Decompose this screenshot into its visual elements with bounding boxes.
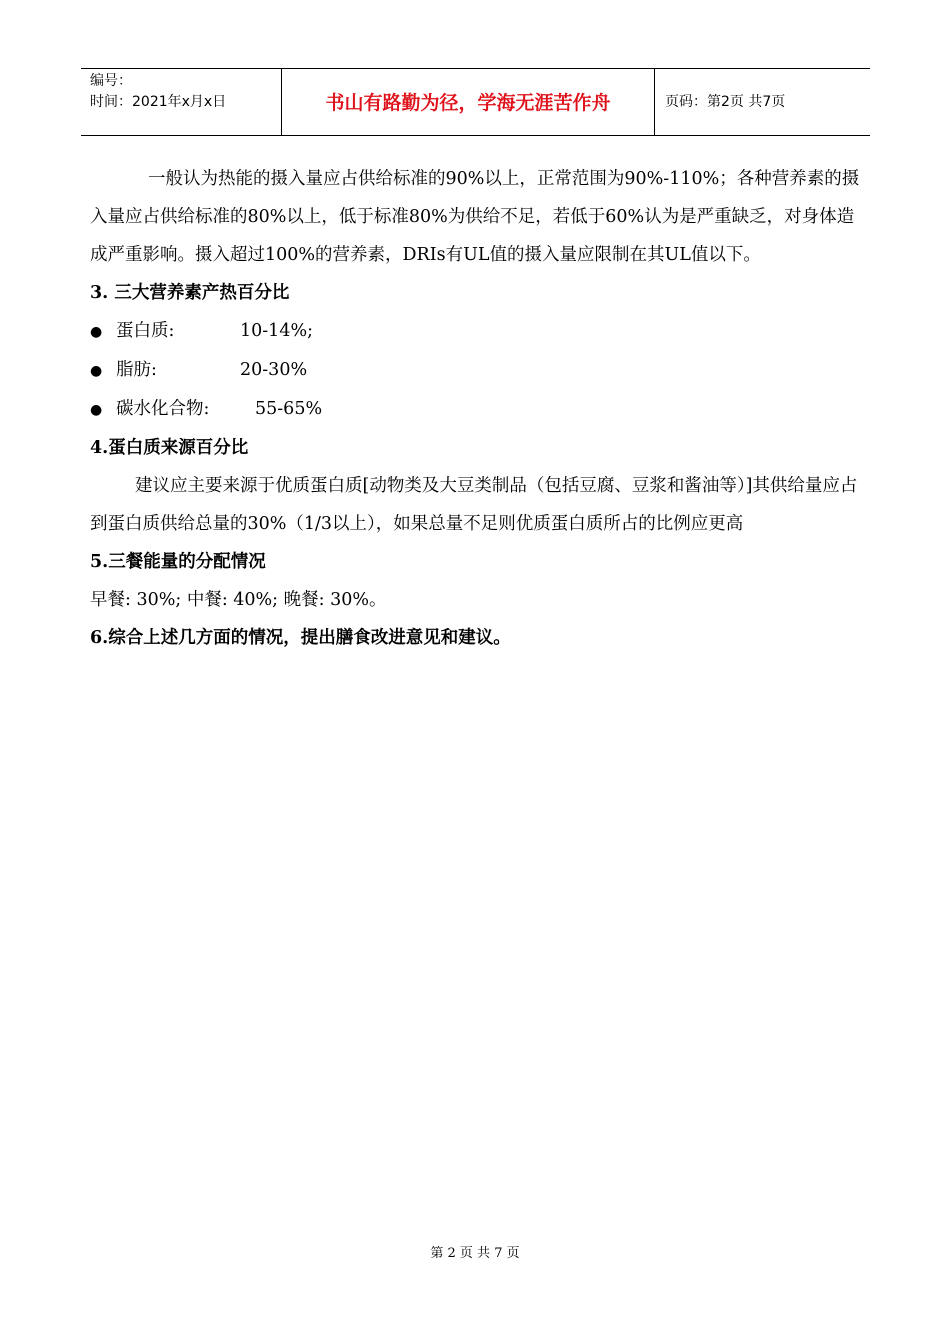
section-4-paragraph xyxy=(90,467,865,543)
intro-paragraph xyxy=(90,160,865,274)
item-label: 碳水化合物: xyxy=(116,399,210,419)
section-6-heading: 6.综合上述几方面的情况，提出膳食改进意见和建议。 xyxy=(90,628,511,648)
header-page-code: 页码：第2页 共7页 xyxy=(665,94,786,110)
bullet-icon: ● xyxy=(90,402,103,418)
intro-paragraph-text: 一般认为热能的摄入量应占供给标准的90%以上，正常范围为90%-110%；各种营养素的摄入量应占供给标准的80%以上，低于标准80%为供给不足，若低于60%认为是严重缺乏，对身体造成严重影响。摄入超过100%的营养素，DRIs有UL值的摄入量应限制在其UL值以下。 xyxy=(90,169,860,265)
section-3-heading: 3. 三大营养素产热百分比 xyxy=(90,283,290,303)
header-motto: 书山有路勤为径，学海无涯苦作舟 xyxy=(325,92,611,114)
section-5-heading: 5.三餐能量的分配情况 xyxy=(90,552,266,572)
list-item xyxy=(90,351,865,390)
page-footer: 第 2 页 共 7 页 xyxy=(430,1246,520,1261)
item-value: 20-30% xyxy=(240,360,308,380)
meal-distribution-line: 早餐: 30%; 中餐: 40%; 晚餐: 30%。 xyxy=(90,590,387,610)
document-number-label: 编号： xyxy=(90,73,132,89)
bullet-icon: ● xyxy=(90,324,103,340)
section-4-heading: 4.蛋白质来源百分比 xyxy=(90,438,249,458)
header-left-cell xyxy=(81,69,281,135)
document-body xyxy=(90,160,865,657)
item-value: 10-14%; xyxy=(240,321,313,341)
document-date: 时间：2021年x月x日 xyxy=(90,94,227,110)
header-right-cell xyxy=(655,69,870,135)
list-item xyxy=(90,390,865,429)
bullet-icon: ● xyxy=(90,363,103,379)
list-item xyxy=(90,312,865,351)
section-4-paragraph-text: 建议应主要来源于优质蛋白质[动物类及大豆类制品（包括豆腐、豆浆和酱油等）]其供给量应占到蛋白质供给总量的30%（1/3以上），如果总量不足则优质蛋白质所占的比例应更高 xyxy=(90,476,858,534)
item-label: 蛋白质: xyxy=(116,321,175,341)
item-label: 脂肪: xyxy=(116,360,157,380)
item-value: 55-65% xyxy=(255,399,323,419)
page-header xyxy=(81,68,870,136)
header-motto-cell xyxy=(281,69,655,135)
